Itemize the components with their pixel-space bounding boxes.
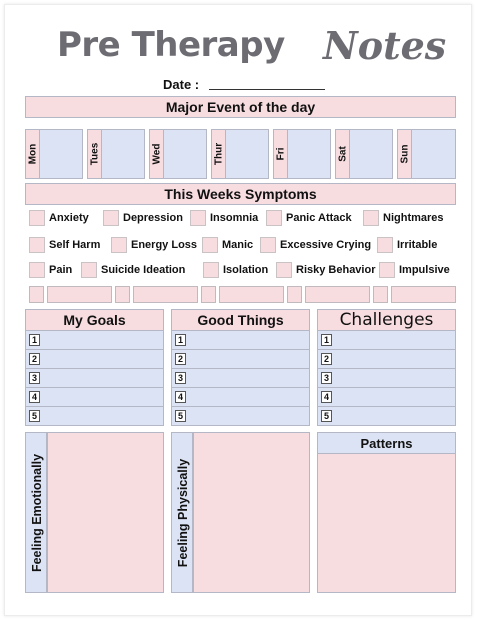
row-number: 4	[175, 391, 186, 403]
custom-symptom-checkbox[interactable]	[115, 286, 130, 303]
good-thing-row[interactable]	[171, 407, 310, 426]
row-number: 3	[29, 372, 40, 384]
goal-row[interactable]	[25, 369, 164, 388]
goal-row[interactable]	[25, 350, 164, 369]
day-wed	[149, 129, 207, 179]
patterns-box[interactable]	[317, 454, 456, 593]
symptom-panic-attack[interactable]	[266, 210, 352, 226]
good-things-header: Good Things	[171, 309, 310, 331]
page-title: Pre Therapy	[57, 25, 285, 65]
day-label: Tues	[89, 142, 100, 166]
goals-header: My Goals	[25, 309, 164, 331]
day-entry-box[interactable]	[163, 129, 207, 179]
day-entry-box[interactable]	[225, 129, 269, 179]
row-number: 5	[29, 410, 40, 422]
symptom-checkbox[interactable]	[260, 237, 276, 253]
challenge-row[interactable]	[317, 350, 456, 369]
symptom-label: Isolation	[223, 264, 269, 276]
symptom-checkbox[interactable]	[81, 262, 97, 278]
row-number: 1	[321, 334, 332, 346]
row-number: 2	[321, 353, 332, 365]
symptom-excessive-crying[interactable]	[260, 237, 371, 253]
symptom-irritable[interactable]	[377, 237, 437, 253]
day-label: Thur	[213, 142, 224, 166]
symptom-impulsive[interactable]	[379, 262, 450, 278]
custom-symptom-field[interactable]	[47, 286, 112, 303]
symptom-label: Manic	[222, 239, 254, 251]
symptom-label: Pain	[49, 264, 73, 276]
day-fri	[273, 129, 331, 179]
good-thing-row[interactable]	[171, 388, 310, 407]
feeling-emotionally-box[interactable]	[47, 432, 164, 593]
good-thing-row[interactable]	[171, 350, 310, 369]
symptom-label: Self Harm	[49, 239, 101, 251]
symptom-insomnia[interactable]	[190, 210, 258, 226]
row-number: 1	[29, 334, 40, 346]
symptom-label: Excessive Crying	[280, 239, 372, 251]
day-mon	[25, 129, 83, 179]
feeling-physically-label-strip	[171, 432, 193, 593]
symptom-label: Nightmares	[383, 212, 444, 224]
date-label: Date :	[163, 77, 200, 92]
symptom-anxiety[interactable]	[29, 210, 89, 226]
symptom-risky-behavior[interactable]	[276, 262, 375, 278]
symptom-checkbox[interactable]	[377, 237, 393, 253]
symptom-manic[interactable]	[202, 237, 253, 253]
day-label: Mon	[27, 143, 38, 165]
day-label: Sat	[337, 146, 348, 162]
symptom-checkbox[interactable]	[29, 237, 45, 253]
symptom-label: Irritable	[397, 239, 438, 251]
row-number: 2	[175, 353, 186, 365]
symptom-checkbox[interactable]	[29, 262, 45, 278]
symptom-self-harm[interactable]	[29, 237, 100, 253]
day-label: Sun	[399, 144, 410, 164]
goal-row[interactable]	[25, 331, 164, 350]
day-sun	[397, 129, 456, 179]
symptom-depression[interactable]	[103, 210, 183, 226]
custom-symptom-checkbox[interactable]	[29, 286, 44, 303]
feeling-physically-box[interactable]	[193, 432, 310, 593]
symptom-checkbox[interactable]	[203, 262, 219, 278]
symptom-label: Depression	[123, 212, 183, 224]
custom-symptom-field[interactable]	[133, 286, 198, 303]
feeling-emotionally-label: Feeling Emotionally	[30, 453, 44, 573]
major-event-header: Major Event of the day	[25, 96, 456, 118]
day-thur	[211, 129, 269, 179]
symptom-checkbox[interactable]	[29, 210, 45, 226]
symptom-pain[interactable]	[29, 262, 72, 278]
row-number: 4	[321, 391, 332, 403]
challenge-row[interactable]	[317, 388, 456, 407]
feeling-emotionally-label-strip	[25, 432, 47, 593]
row-number: 5	[321, 410, 332, 422]
day-entry-box[interactable]	[101, 129, 145, 179]
symptom-isolation[interactable]	[203, 262, 268, 278]
symptom-suicide-ideation[interactable]	[81, 262, 185, 278]
row-number: 2	[29, 353, 40, 365]
challenges-header: Challenges	[317, 309, 456, 331]
row-number: 3	[321, 372, 332, 384]
day-sat	[335, 129, 393, 179]
feeling-physically-label: Feeling Physically	[176, 458, 190, 568]
day-tues	[87, 129, 145, 179]
symptom-label: Energy Loss	[131, 239, 198, 251]
symptom-label: Impulsive	[399, 264, 450, 276]
custom-symptom-checkbox[interactable]	[373, 286, 388, 303]
symptom-label: Insomnia	[210, 212, 259, 224]
symptom-energy-loss[interactable]	[111, 237, 197, 253]
planner-sheet	[4, 4, 472, 616]
date-field[interactable]	[209, 89, 325, 90]
day-label: Fri	[275, 147, 286, 161]
good-thing-row[interactable]	[171, 369, 310, 388]
custom-symptom-field[interactable]	[391, 286, 456, 303]
symptom-label: Anxiety	[49, 212, 89, 224]
row-number: 5	[175, 410, 186, 422]
row-number: 3	[175, 372, 186, 384]
symptom-checkbox[interactable]	[202, 237, 218, 253]
symptom-checkbox[interactable]	[266, 210, 282, 226]
symptom-label: Suicide Ideation	[101, 264, 186, 276]
challenge-row[interactable]	[317, 331, 456, 350]
symptom-checkbox[interactable]	[111, 237, 127, 253]
row-number: 1	[175, 334, 186, 346]
day-entry-box[interactable]	[39, 129, 83, 179]
row-number: 4	[29, 391, 40, 403]
goal-row[interactable]	[25, 388, 164, 407]
page-title-script: Notes	[323, 23, 447, 68]
challenge-row[interactable]	[317, 369, 456, 388]
good-thing-row[interactable]	[171, 331, 310, 350]
day-entry-box[interactable]	[287, 129, 331, 179]
day-entry-box[interactable]	[349, 129, 393, 179]
symptom-checkbox[interactable]	[363, 210, 379, 226]
challenge-row[interactable]	[317, 407, 456, 426]
patterns-header: Patterns	[317, 432, 456, 454]
day-label: Wed	[151, 143, 162, 165]
custom-symptom-field[interactable]	[219, 286, 284, 303]
symptom-checkbox[interactable]	[103, 210, 119, 226]
symptoms-header: This Weeks Symptoms	[25, 183, 456, 205]
custom-symptom-checkbox[interactable]	[201, 286, 216, 303]
day-entry-box[interactable]	[411, 129, 456, 179]
goal-row[interactable]	[25, 407, 164, 426]
symptom-checkbox[interactable]	[276, 262, 292, 278]
symptom-checkbox[interactable]	[379, 262, 395, 278]
symptom-label: Panic Attack	[286, 212, 352, 224]
symptom-checkbox[interactable]	[190, 210, 206, 226]
custom-symptom-field[interactable]	[305, 286, 370, 303]
symptom-nightmares[interactable]	[363, 210, 444, 226]
symptom-label: Risky Behavior	[296, 264, 376, 276]
custom-symptom-checkbox[interactable]	[287, 286, 302, 303]
